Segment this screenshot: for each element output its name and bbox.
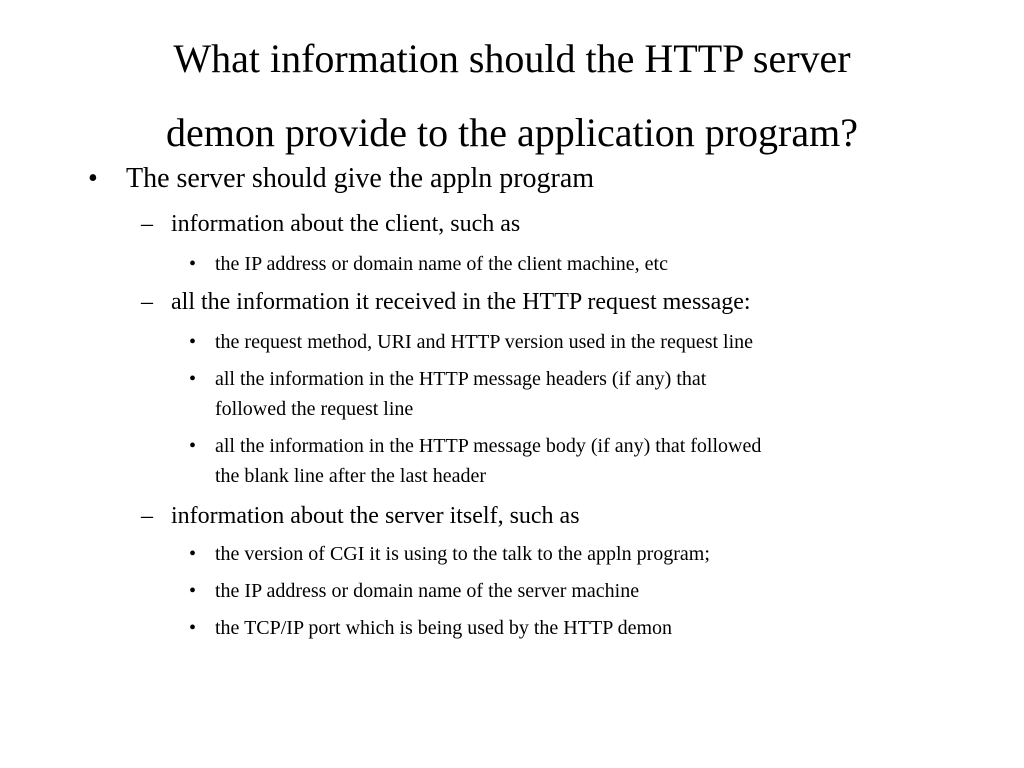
bullet-marker: • [189,580,197,602]
bullet-text: information about the server itself, such as [171,503,580,529]
bullet-marker: • [189,368,197,390]
bullet-text: followed the request line [215,398,414,420]
bullet-text: all the information in the HTTP message body (if any) that followed [215,435,762,457]
bullet-text: the version of CGI it is using to the talk to the appln program; [215,543,710,565]
bullet-marker: • [189,253,197,275]
bullet-text: the IP address or domain name of the client machine, etc [215,253,668,275]
bullet-text: the IP address or domain name of the server machine [215,580,640,602]
bullet-text: all the information in the HTTP message headers (if any) that [215,368,707,390]
title-line-2: demon provide to the application program? [165,110,858,155]
title-line-1: What information should the HTTP server [173,36,851,81]
dash-marker: – [141,503,153,529]
bullet-marker: • [88,163,98,194]
dash-marker: – [141,289,153,315]
bullet-marker: • [189,435,197,457]
bullet-text: the blank line after the last header [215,465,486,487]
bullet-marker: • [189,617,197,639]
bullet-text: information about the client, such as [171,211,521,237]
bullet-text: The server should give the appln program [126,163,595,194]
bullet-text: the TCP/IP port which is being used by the HTTP demon [215,617,673,639]
bullet-marker: • [189,543,197,565]
bullet-text: all the information it received in the HTTP request message: [171,289,751,315]
bullet-text: the request method, URI and HTTP version used in the request line [215,331,754,353]
slide-title [60,22,964,170]
dash-marker: – [141,211,153,237]
bullet-marker: • [189,331,197,353]
